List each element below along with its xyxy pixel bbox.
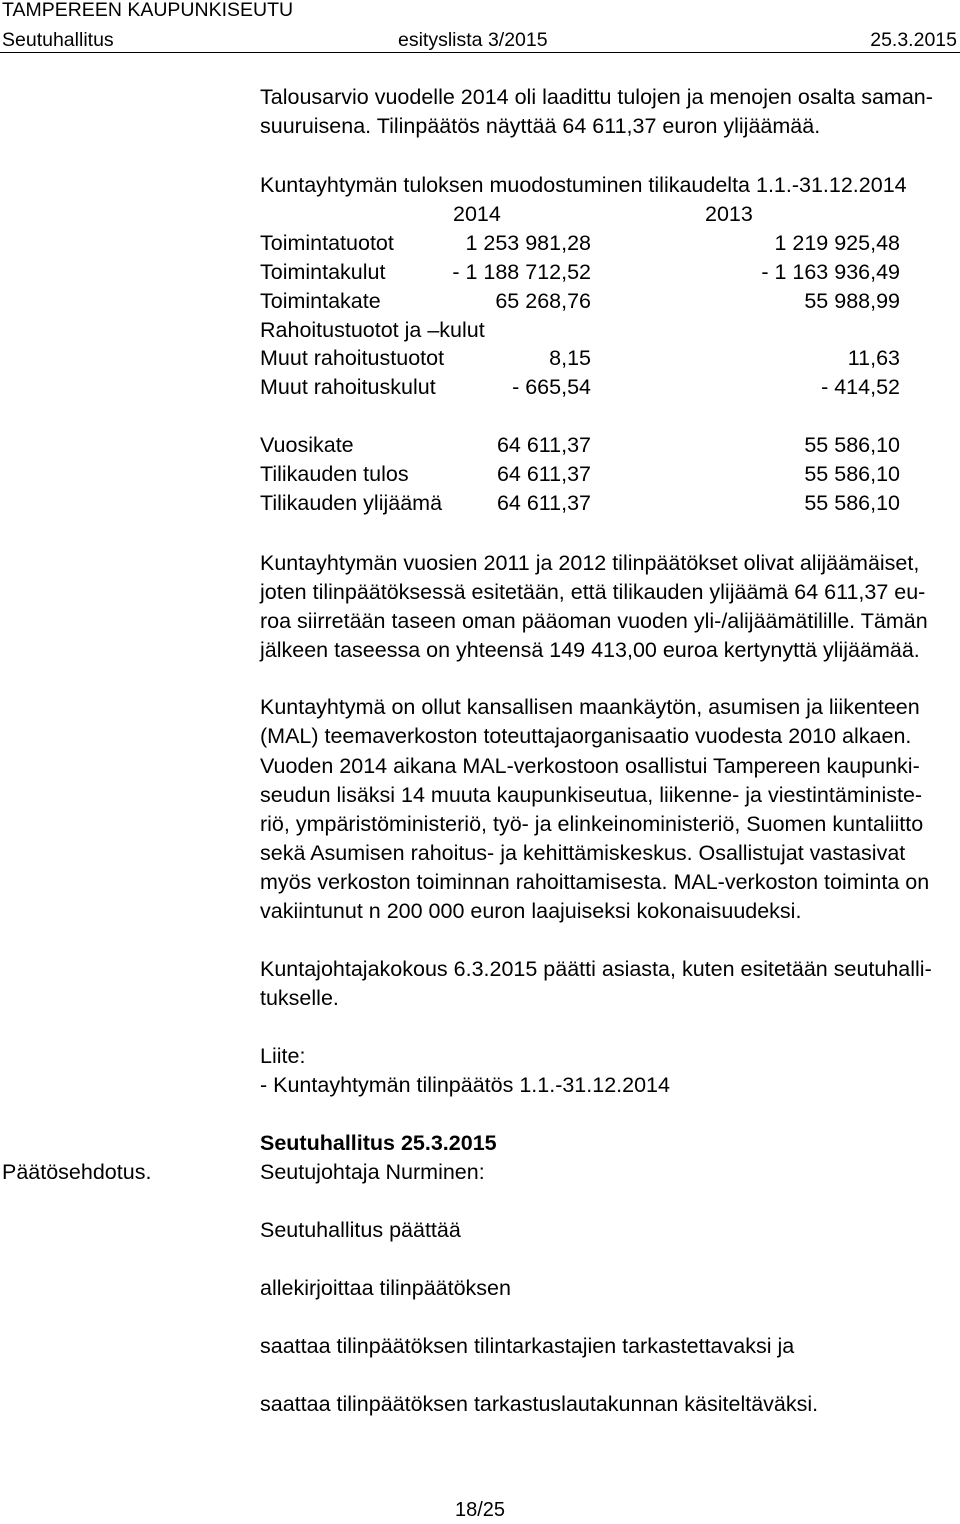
table-caption: Kuntayhtymän tuloksen muodostuminen tilikaudelta 1.1.-31.12.2014	[260, 173, 907, 197]
value-2014: - 665,54	[512, 375, 591, 399]
row-label: Toimintatuotot	[260, 231, 394, 255]
value-2013: 55 988,99	[804, 289, 900, 313]
attachment-item: - Kuntayhtymän tilinpäätös 1.1.-31.12.2014	[260, 1073, 670, 1097]
paragraph-line: Kuntajohtajakokous 6.3.2015 päätti asiasta, kuten esitetään seutuhalli-	[260, 957, 932, 981]
table-row	[0, 316, 960, 345]
value-2014: 65 268,76	[495, 289, 591, 313]
decision-lead: Seutuhallitus päättää	[260, 1218, 461, 1242]
row-label: Toimintakate	[260, 289, 381, 313]
paragraph-line: tukselle.	[260, 986, 339, 1010]
row-label: Tilikauden tulos	[260, 462, 409, 486]
paragraph-line: suuruisena. Tilinpäätös näyttää 64 611,37 euron ylijäämää.	[260, 114, 821, 138]
table-row	[0, 229, 960, 258]
row-label: Vuosikate	[260, 433, 354, 457]
column-header-2014: 2014	[453, 202, 501, 226]
table-row	[0, 373, 960, 402]
agenda-number: esityslista 3/2015	[398, 29, 548, 51]
organization-name: TAMPEREEN KAUPUNKISEUTU	[2, 0, 294, 21]
value-2014: 8,15	[549, 346, 591, 370]
paragraph-line: riö, ympäristöministeriö, työ- ja elinkeinoministeriö, Suomen kuntaliitto	[260, 812, 924, 836]
table-row	[0, 287, 960, 316]
proposer-name: Seutujohtaja Nurminen:	[260, 1160, 485, 1184]
paragraph-line: Vuoden 2014 aikana MAL-verkostoon osallistui Tampereen kaupunki-	[260, 754, 920, 778]
row-label: Rahoitustuotot ja –kulut	[260, 318, 485, 342]
row-label: Tilikauden ylijäämä	[260, 491, 443, 515]
paragraph-line: Kuntayhtymän vuosien 2011 ja 2012 tilinpäätökset olivat alijäämäiset,	[260, 551, 920, 575]
paragraph-line: jälkeen taseessa on yhteensä 149 413,00 euroa kertynyttä ylijäämää.	[260, 638, 920, 662]
row-label: Muut rahoitustuotot	[260, 346, 445, 370]
page-number: 18/25	[454, 1499, 506, 1521]
value-2013: 55 586,10	[804, 433, 900, 457]
table-row	[0, 258, 960, 287]
value-2013: 55 586,10	[804, 462, 900, 486]
value-2014: - 1 188 712,52	[452, 260, 591, 284]
value-2013: - 414,52	[821, 375, 900, 399]
proposal-label: Päätösehdotus.	[2, 1160, 152, 1184]
decision-item: allekirjoittaa tilinpäätöksen	[260, 1276, 511, 1300]
table-row	[0, 431, 960, 460]
value-2013: 55 586,10	[804, 491, 900, 515]
decision-meeting-heading: Seutuhallitus 25.3.2015	[260, 1131, 497, 1155]
paragraph-line: seudun lisäksi 14 muuta kaupunkiseutua, liikenne- ja viestintäministe-	[260, 783, 923, 807]
paragraph-line: joten tilinpäätöksessä esitetään, että tilikauden ylijäämä 64 611,37 eu-	[260, 580, 926, 604]
row-label: Toimintakulut	[260, 260, 386, 284]
meeting-body: Seutuhallitus	[2, 29, 114, 51]
table-row	[0, 460, 960, 489]
meeting-date: 25.3.2015	[870, 29, 957, 51]
column-header-2013: 2013	[705, 202, 753, 226]
paragraph-line: vakiintunut n 200 000 euron laajuiseksi kokonaisuudeksi.	[260, 899, 802, 923]
value-2014: 64 611,37	[496, 433, 591, 457]
value-2013: 11,63	[847, 346, 900, 370]
decision-item: saattaa tilinpäätöksen tilintarkastajien tarkastettavaksi ja	[260, 1334, 795, 1358]
value-2014: 64 611,37	[496, 491, 591, 515]
header-rule	[0, 52, 960, 53]
value-2013: 1 219 925,48	[774, 231, 900, 255]
value-2013: - 1 163 936,49	[761, 260, 900, 284]
paragraph-line: Kuntayhtymä on ollut kansallisen maankäytön, asumisen ja liikenteen	[260, 695, 920, 719]
table-row	[0, 489, 960, 518]
table-row	[0, 344, 960, 373]
attachment-heading: Liite:	[260, 1044, 306, 1068]
value-2014: 1 253 981,28	[465, 231, 591, 255]
paragraph-line: Talousarvio vuodelle 2014 oli laadittu tulojen ja menojen osalta saman-	[260, 85, 933, 109]
value-2014: 64 611,37	[496, 462, 591, 486]
paragraph-line: myös verkoston toiminnan rahoittamisesta. MAL-verkoston toiminta on	[260, 870, 930, 894]
decision-item: saattaa tilinpäätöksen tarkastuslautakunnan käsiteltäväksi.	[260, 1392, 819, 1416]
paragraph-line: roa siirretään taseen oman pääoman vuoden yli-/alijäämätilille. Tämän	[260, 609, 928, 633]
paragraph-line: sekä Asumisen rahoitus- ja kehittämiskeskus. Osallistujat vastasivat	[260, 841, 906, 865]
paragraph-line: (MAL) teemaverkoston toteuttajaorganisaatio vuodesta 2010 alkaen.	[260, 724, 912, 748]
row-label: Muut rahoituskulut	[260, 375, 436, 399]
